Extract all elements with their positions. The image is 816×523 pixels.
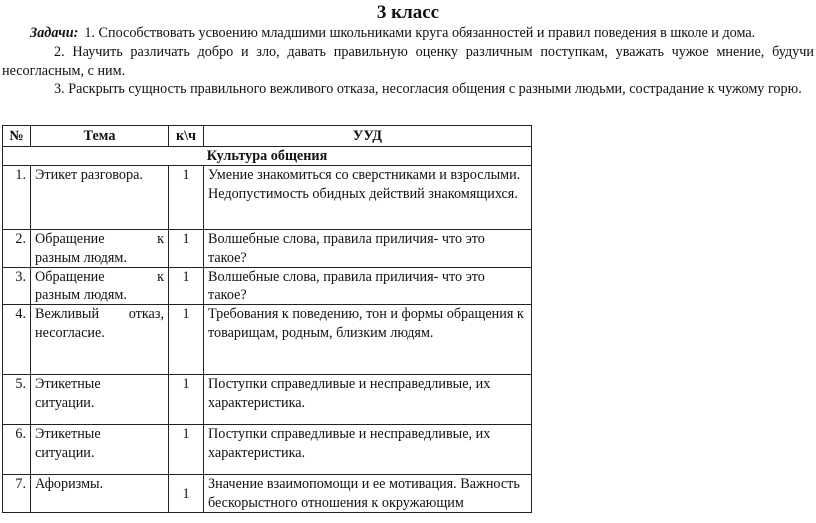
header-hours: к\ч — [169, 126, 204, 147]
row-number: 2. — [3, 230, 31, 268]
row-number: 7. — [3, 475, 31, 513]
row-number: 5. — [3, 375, 31, 425]
row-uud: Умение знакомиться со сверстниками и взрослыми. Недопустимость обидных действий знакомящихся. — [204, 166, 532, 230]
table-row — [3, 425, 532, 475]
row-uud: Волшебные слова, правила приличия- что это такое? — [204, 267, 532, 305]
row-uud: Значение взаимопомощи и ее мотивация. Важность бескорыстного отношения к окружающим — [204, 475, 532, 513]
header-number: № — [3, 126, 31, 147]
table-row — [3, 267, 532, 305]
row-uud: Поступки справедливые и несправедливые, их характеристика. — [204, 375, 532, 425]
row-number: 4. — [3, 305, 31, 375]
table-row — [3, 305, 532, 375]
row-topic: Афоризмы. — [31, 475, 169, 513]
table-row — [3, 230, 532, 268]
task-item-1: Задачи: 1. Способствовать усвоению младшими школьниками круга обязанностей и правил поведения в школе и дома. — [30, 25, 756, 41]
row-uud: Волшебные слова, правила приличия- что это такое? — [204, 230, 532, 268]
header-uud: УУД — [204, 126, 532, 147]
row-uud: Поступки справедливые и несправедливые, их характеристика. — [204, 425, 532, 475]
page-title: 3 класс — [376, 2, 440, 23]
row-hours: 1 — [169, 166, 204, 230]
row-number: 3. — [3, 267, 31, 305]
tasks-label: Задачи: — [30, 25, 79, 41]
table-header-row — [3, 126, 532, 147]
task-item-3: 3. Раскрыть сущность правильного вежливого отказа, несогласия общения с разными людьми, сострадание к чужому горю. — [54, 81, 802, 98]
row-hours: 1 — [169, 475, 204, 513]
row-topic: Этикетные ситуации. — [31, 375, 169, 425]
table-row — [3, 375, 532, 425]
row-hours: 1 — [169, 230, 204, 268]
section-row — [3, 147, 532, 166]
row-hours: 1 — [169, 305, 204, 375]
table-row — [3, 166, 532, 230]
row-hours: 1 — [169, 267, 204, 305]
row-topic: Обращение к разным людям. — [31, 230, 169, 268]
row-hours: 1 — [169, 375, 204, 425]
table-row — [3, 475, 532, 513]
row-uud: Требования к поведению, тон и формы обращения к товарищам, родным, близким людям. — [204, 305, 532, 375]
tasks-block — [2, 24, 814, 99]
row-number: 1. — [3, 166, 31, 230]
row-topic: Обращение к разным людям. — [31, 267, 169, 305]
row-topic: Этикет разговора. — [31, 166, 169, 230]
lesson-table — [2, 125, 532, 513]
section-title: Культура общения — [3, 147, 532, 166]
header-topic: Тема — [31, 126, 169, 147]
row-topic: Вежливый отказ, несогласие. — [31, 305, 169, 375]
row-number: 6. — [3, 425, 31, 475]
row-topic: Этикетные ситуации. — [31, 425, 169, 475]
task-item-2: 2. Научить различать добро и зло, давать правильную оценку различным поступкам, уважать чужое мнение, будучи несогласным, с ним. — [2, 43, 814, 79]
row-hours: 1 — [169, 425, 204, 475]
